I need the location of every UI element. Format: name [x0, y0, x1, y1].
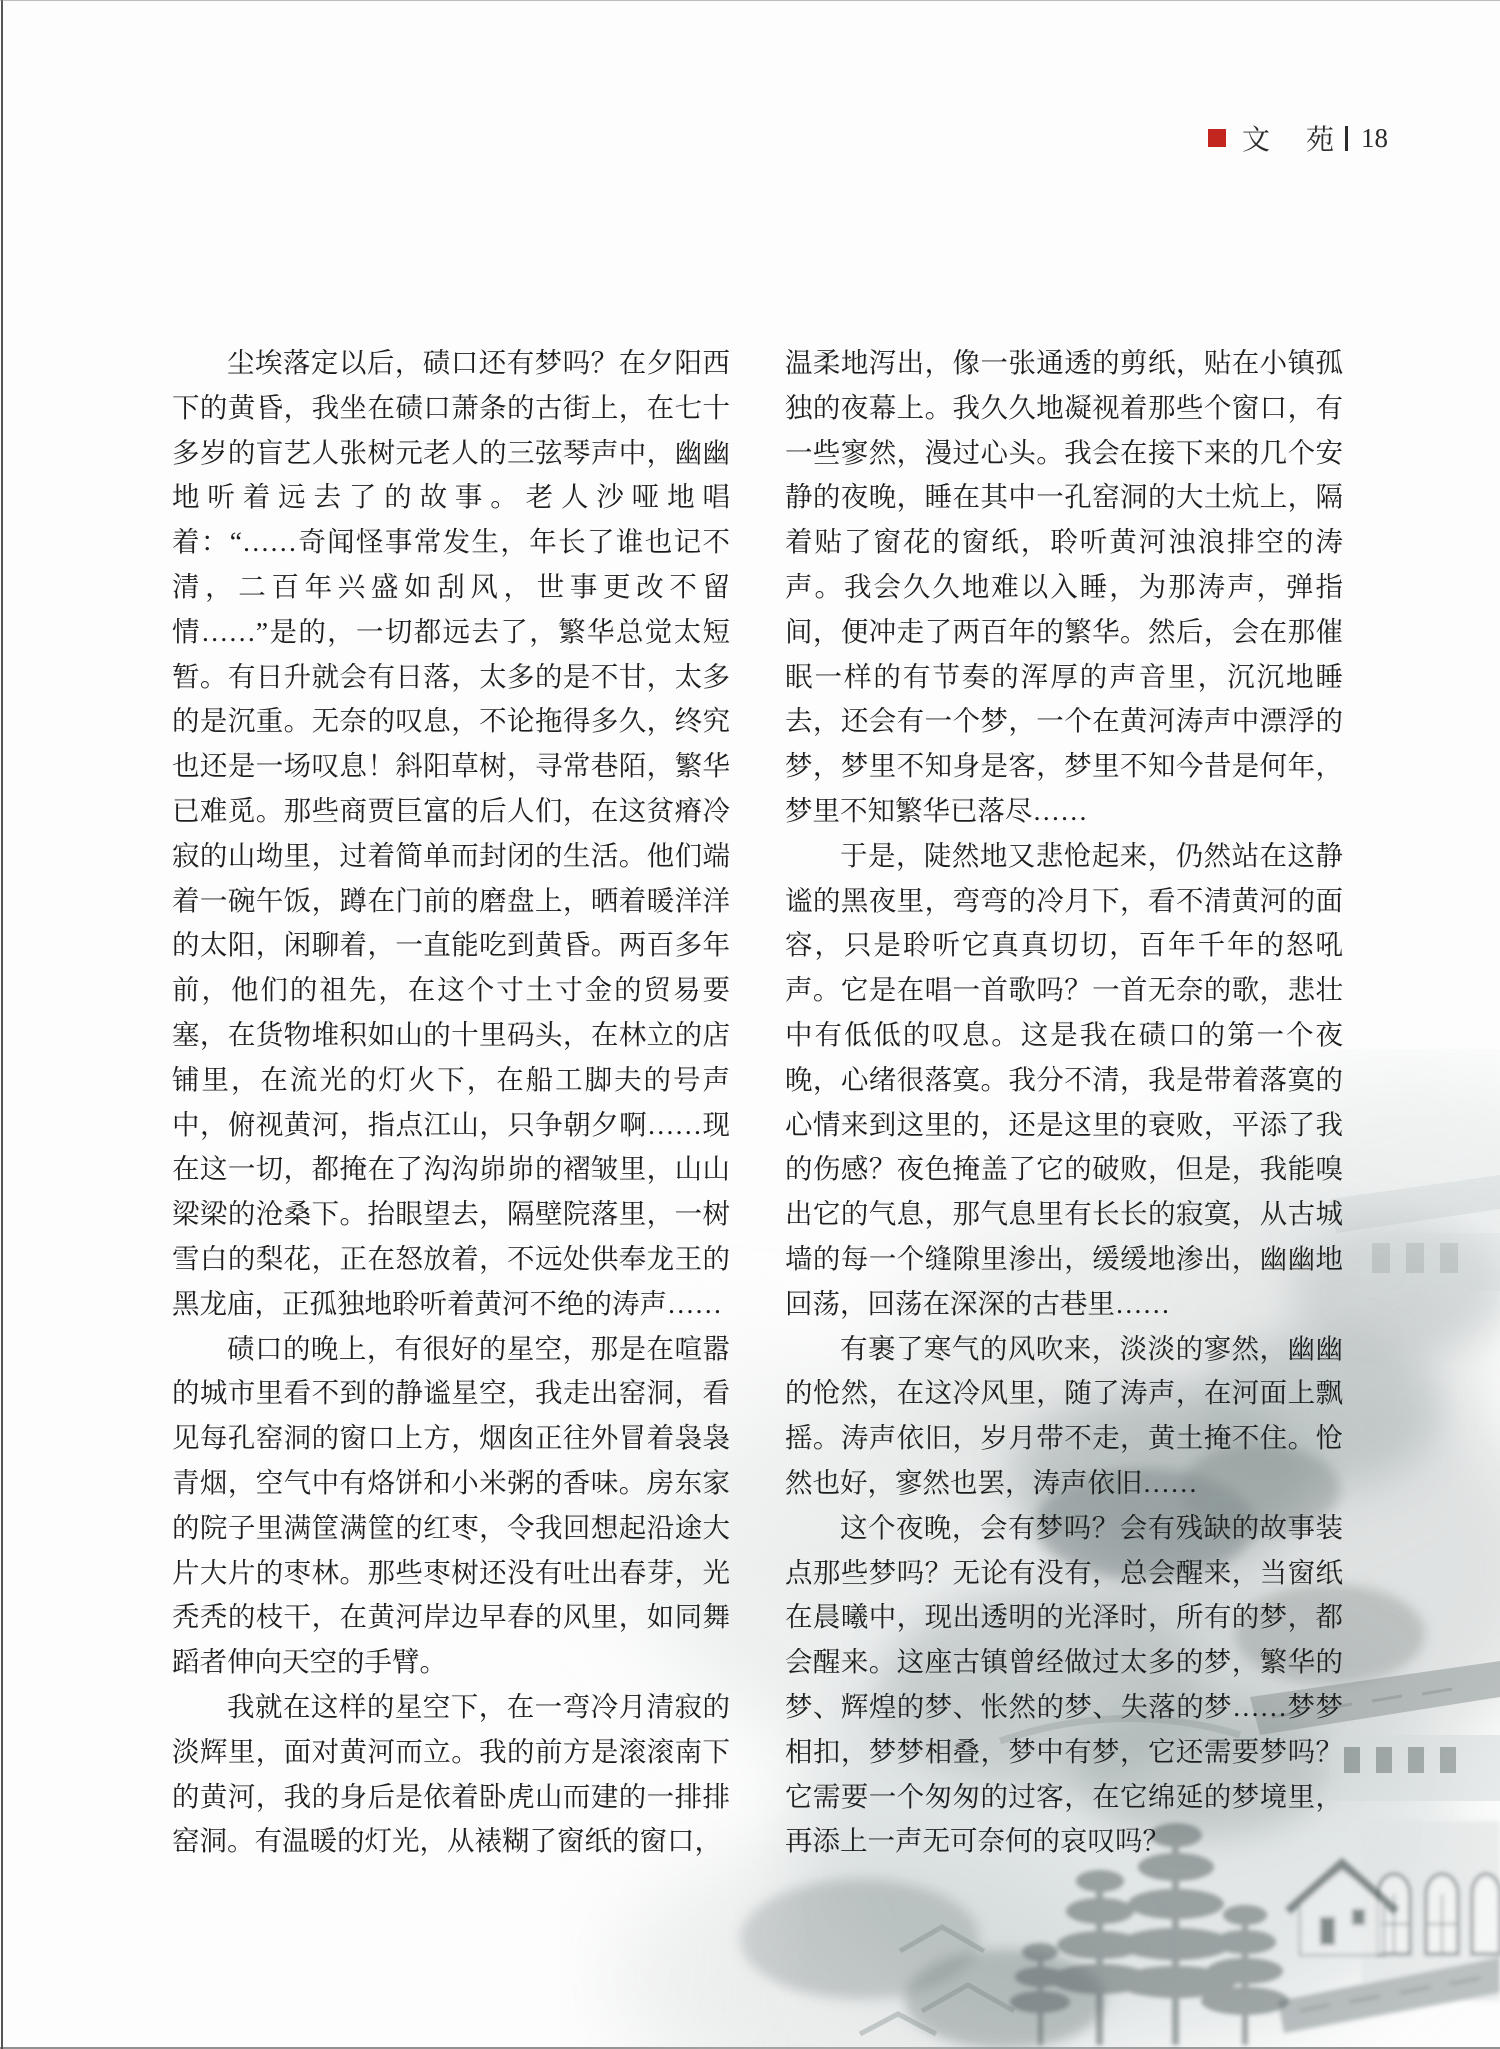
- paragraph-5: 有裹了寒气的风吹来，淡淡的寥然，幽幽的怆然，在这冷风里，随了涛声，在河面上飘摇。涛声依旧，岁月带不走，黄土掩不住。怆然也好，寥然也罢，涛声依旧……: [785, 1332, 1343, 1498]
- article-column-right: [785, 341, 1343, 1864]
- paragraph-1: 尘埃落定以后，碛口还有梦吗？在夕阳西下的黄昏，我坐在碛口萧条的古街上，在七十多岁的盲艺人张树元老人的三弦琴声中，幽幽地听着远去了的故事。老人沙哑地唱着：“……奇闻怪事常发生，年长了谁也记不清，二百年兴盛如刮风，世事更改不留情……”是的，一切都远去了，繁华总觉太短暂。有日升就会有日落，太多的是不甘，太多的是沉重。无奈的叹息，不论拖得多久，终究也还是一场叹息！斜阳草树，寻常巷陌，繁华已难觅。那些商贾巨富的后人们，在这贫瘠冷寂的山坳里，过着简单而封闭的生活。他们端着一碗午饭，蹲在门前的磨盘上，晒着暖洋洋的太阳，闲聊着，一直能吃到黄昏。两百多年前，他们的祖先，在这个寸土寸金的贸易要塞，在货物堆积如山的十里码头，在林立的店铺里，在流光的灯火下，在船工脚夫的号声中，俯视黄河，指点江山，只争朝夕啊……现在这一切，都掩在了沟沟峁峁的褶皱里，山山梁梁的沧桑下。抬眼望去，隔壁院落里，一树雪白的梨花，正在怒放着，不远处供奉龙王的黑龙庙，正孤独地聆听着黄河不绝的涛声……: [172, 347, 730, 1319]
- paragraph-2: 碛口的晚上，有很好的星空，那是在喧嚣的城市里看不到的静谧星空，我走出窑洞，看见每孔窑洞的窗口上方，烟囱正往外冒着袅袅青烟，空气中有烙饼和小米粥的香味。房东家的院子里满筐满筐的红枣，令我回想起沿途大片大片的枣林。那些枣树还没有吐出春芽，光秃秃的枝干，在黄河岸边早春的风里，如同舞蹈者伸向天空的手臂。: [172, 1332, 730, 1678]
- page-edge-left: [1, 0, 3, 2049]
- header-divider: [1345, 126, 1348, 151]
- paragraph-3-part-1: 我就在这样的星空下，在一弯冷月清寂的淡辉里，面对黄河而立。我的前方是滚滚南下的黄河，我的身后是依着卧虎山而建的一排排窑洞。有温暖的灯光，从裱糊了窗纸的窗口，: [172, 1690, 730, 1857]
- paragraph-3-part-2: 温柔地泻出，像一张通透的剪纸，贴在小镇孤独的夜幕上。我久久地凝视着那些个窗口，有一些寥然，漫过心头。我会在接下来的几个安静的夜晚，睡在其中一孔窑洞的大土炕上，隔着贴了窗花的窗纸，聆听黄河浊浪排空的涛声。我会久久地难以入睡，为那涛声，弹指间，便冲走了两百年的繁华。然后，会在那催眠一样的有节奏的浑厚的声音里，沉沉地睡去，还会有一个梦，一个在黄河涛声中漂浮的梦，梦里不知身是客，梦里不知今昔是何年，梦里不知繁华已落尽……: [785, 347, 1343, 826]
- page-header: [1208, 118, 1388, 158]
- header-accent-square: [1208, 129, 1226, 147]
- page-edge-top: [0, 0, 1500, 1]
- paragraph-4: 于是，陡然地又悲怆起来，仍然站在这静谧的黑夜里，弯弯的冷月下，看不清黄河的面容，只是聆听它真真切切，百年千年的怒吼声。它是在唱一首歌吗？一首无奈的歌，悲壮中有低低的叹息。这是我在碛口的第一个夜晚，心绪很落寞。我分不清，我是带着落寞的心情来到这里的，还是这里的衰败，平添了我的伤感？夜色掩盖了它的破败，但是，我能嗅出它的气息，那气息里有长长的寂寞，从古城墙的每一个缝隙里渗出，缓缓地渗出，幽幽地回荡，回荡在深深的古巷里……: [785, 839, 1343, 1319]
- article-column-left: [172, 341, 730, 1864]
- section-title: 文 苑: [1241, 125, 1338, 156]
- page-number: 18: [1361, 122, 1388, 153]
- paragraph-6: 这个夜晚，会有梦吗？会有残缺的故事装点那些梦吗？无论有没有，总会醒来，当窗纸在晨曦中，现出透明的光泽时，所有的梦，都会醒来。这座古镇曾经做过太多的梦，繁华的梦、辉煌的梦、怅然的梦、失落的梦……梦梦相扣，梦梦相叠，梦中有梦，它还需要梦吗？它需要一个匆匆的过客，在它绵延的梦境里，再添上一声无可奈何的哀叹吗？: [785, 1511, 1343, 1857]
